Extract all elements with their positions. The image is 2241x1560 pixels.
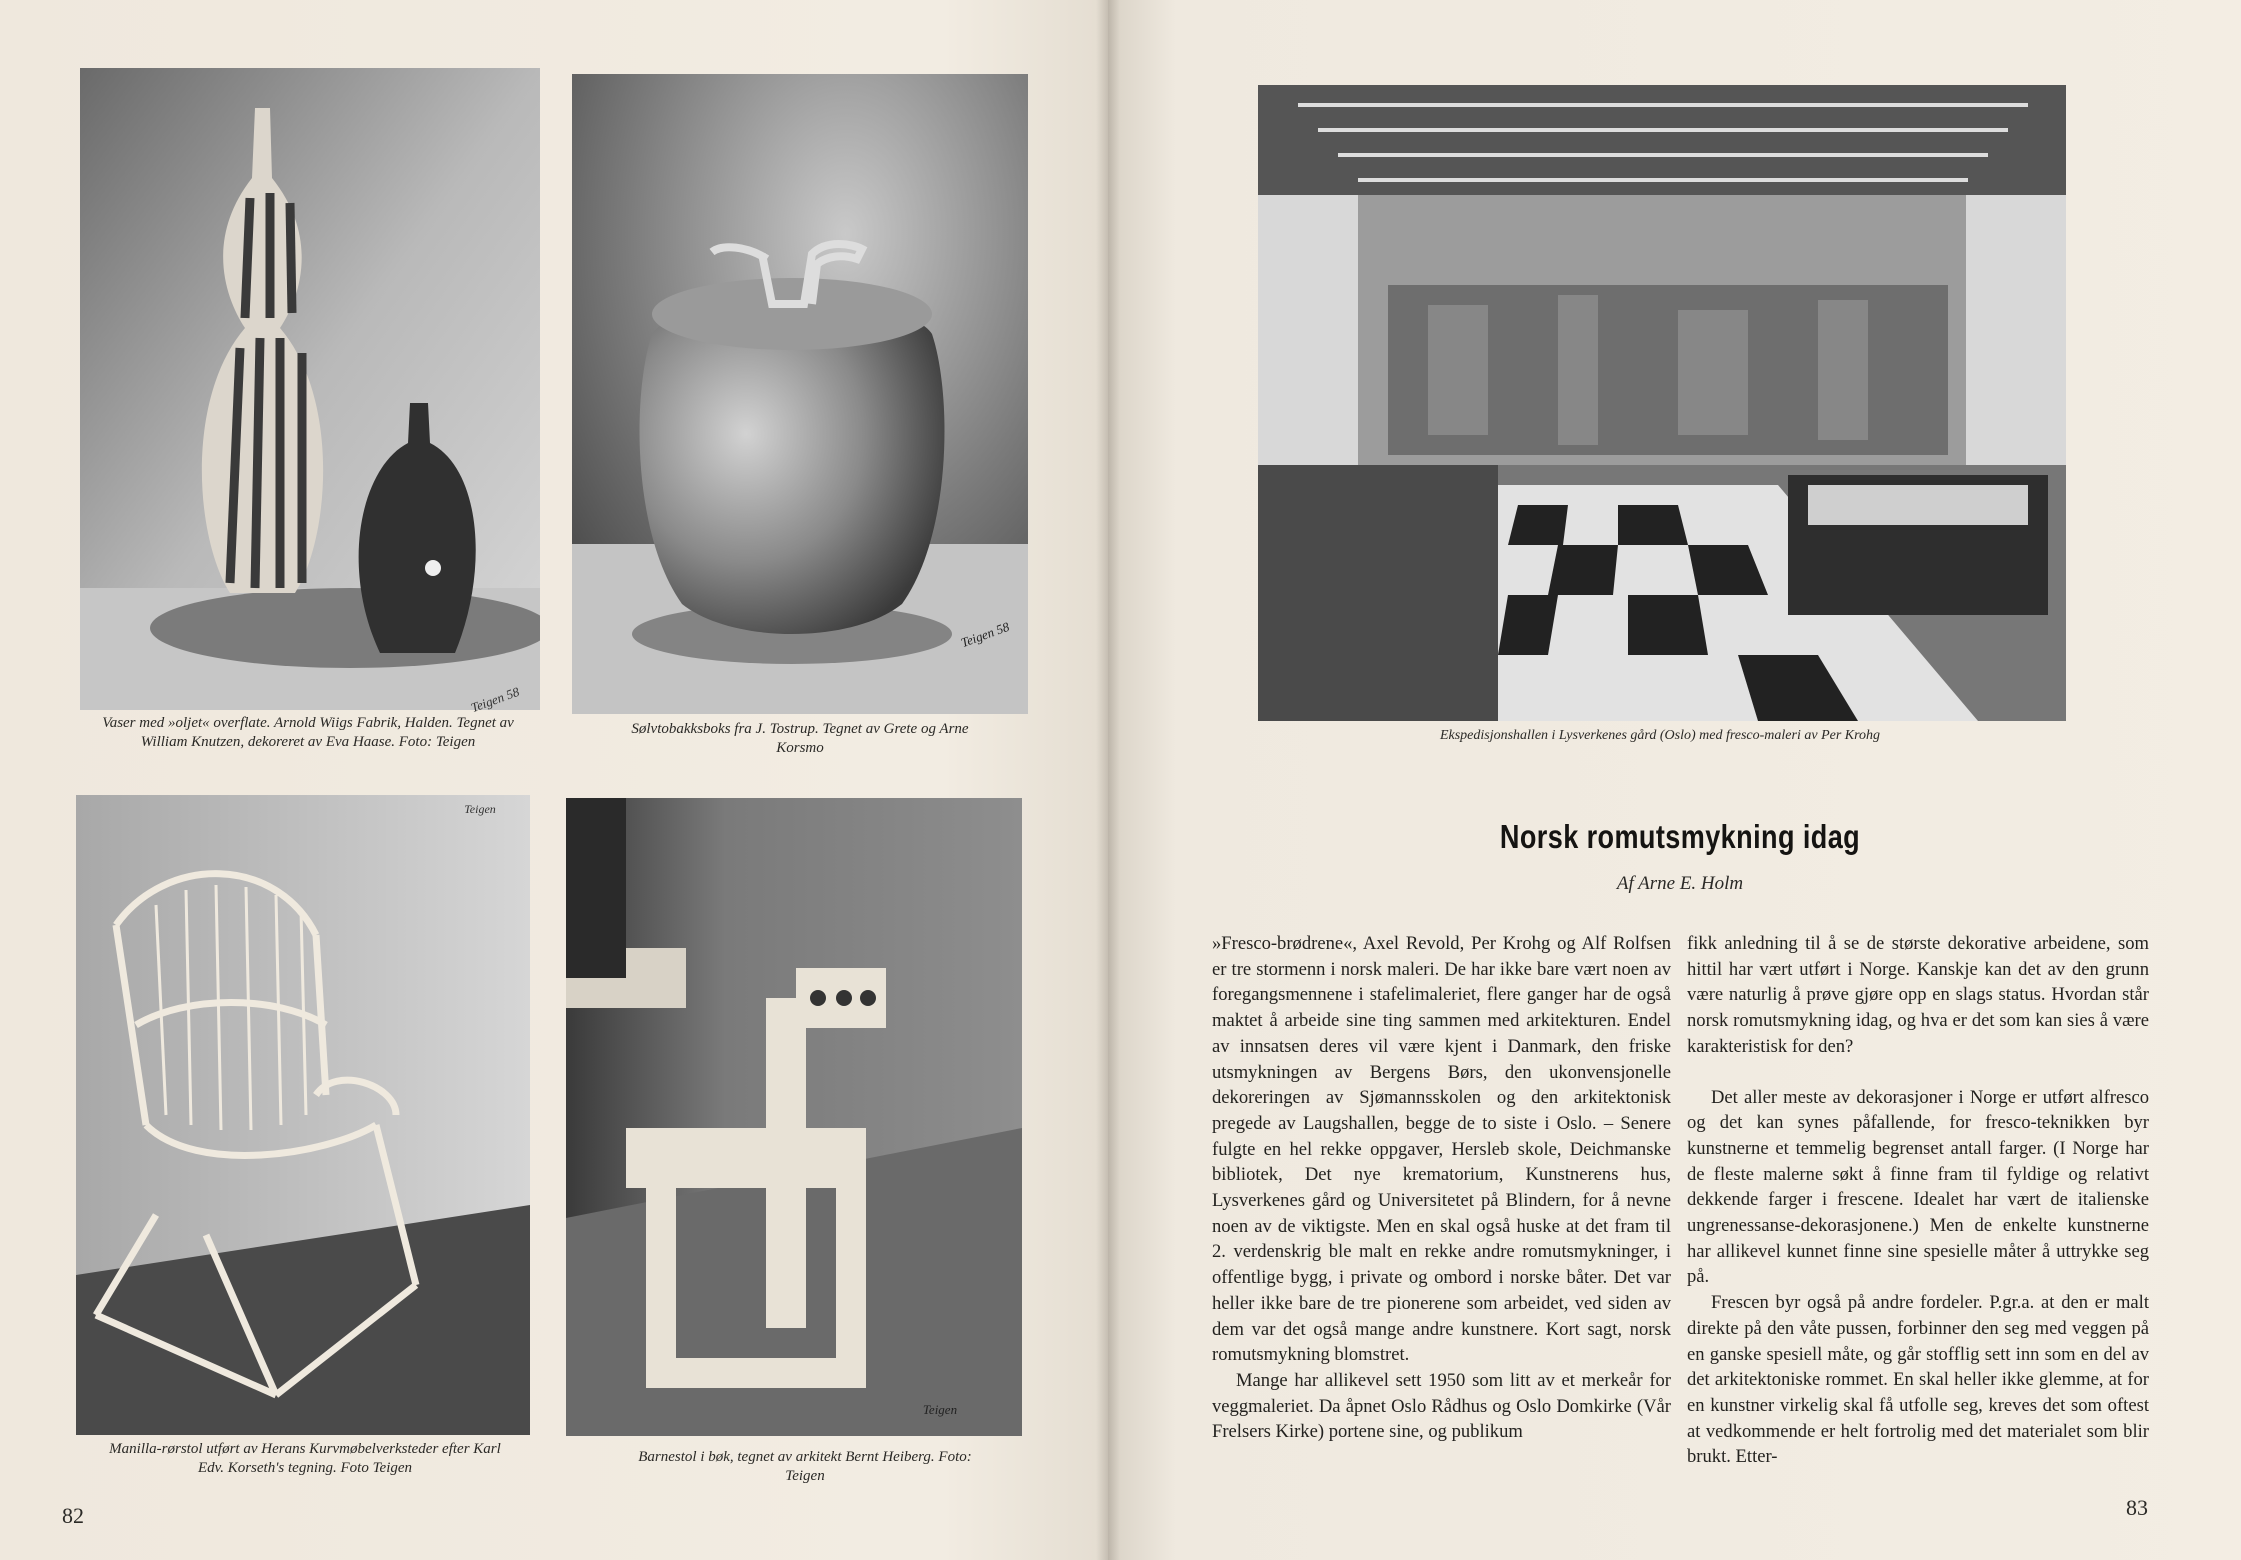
article-byline: Af Arne E. Holm bbox=[1616, 873, 1744, 894]
fresco-hall-caption: Ekspedisjonshallen i Lysverkenes gård (Oslo) med fresco-maleri av Per Krohg bbox=[1439, 728, 1881, 743]
column1-paragraph-1: »Fresco-brødrene«, Axel Revold, Per Krohg og Alf Rolfsen er tre stormenn i norsk maleri. De har ikke bare vært noen av foregangsmennene i stafelimaleriet, flere ganger har de også maktet å arbeide sine ting sammen med arkitekturen. Endel av innsatsen deres vil være kjent i Danmark, den friske utsmykningen av Bergens Børs, den ukonvensjonelle dekoreringen av Sjømannsskolen og den arkitektonisk pregede av Laugshallen, begge de to siste i Oslo. – Senere fulgte en hel rekke oppgaver, Hersleb skole, Deichmanske bibliotek, Det nye krematorium, Kunstnerens hus, Lysverkenes gård og Universitetet på Blindern, for å nevne noen av de viktigste. Men en skal også huske at det fram til 2. verdenskrig ble malt en rekke andre romutsmykninger, i offentlige bygg, i private og ombord i norske båter. Det var heller ikke bare de tre pionerene som arbeidet, ved siden av dem var det også mange andre kunstnere. Kort sagt, norsk romutsmykning blomstret. bbox=[1212, 933, 1671, 1366]
childs-chair-photo bbox=[566, 798, 1022, 1436]
tobacco-box-signature: Teigen 58 bbox=[958, 618, 1012, 651]
childs-chair-caption: Barnestol i bøk, tegnet av arkitekt Bernt Heiberg. Foto: Teigen bbox=[638, 1449, 972, 1484]
childs-chair-signature: Teigen bbox=[922, 1402, 958, 1417]
wicker-chair-signature: Teigen bbox=[464, 802, 496, 816]
column1-paragraph-2: Mange har allikevel sett 1950 som litt av et merkeår for veggmaleriet. Da åpnet Oslo Rådhus og Oslo Domkirke (Vår Frelsers Kirke) portene sine, og publikum bbox=[1212, 1369, 1671, 1443]
tobacco-box-photo bbox=[572, 74, 1028, 714]
wicker-chair-caption: Manilla-rørstol utført av Herans Kurvmøbelverksteder efter Karl Edv. Korseth's tegning. Foto Teigen bbox=[109, 1441, 501, 1476]
tobacco-box-caption: Sølvtobakksboks fra J. Tostrup. Tegnet av Grete og Arne Korsmo bbox=[631, 721, 969, 756]
column2-paragraph-2: Det aller meste av dekorasjoner i Norge er utført alfresco og det kan synes påfallende, for fresco-teknikken byr kunstnerne et temmelig begrenset antall farger. (I Norge har de fleste malerne søkt å finne fram til fyldige og relativt dekkende farger i frescene. Idealet har vært de italienske ungrenessanse-dekorasjonene.) Men de enkelte kunstnerne har allikevel kunnet finne sine spesielle måter å uttrykke seg på. bbox=[1687, 1086, 2149, 1288]
article-title: Norsk romutsmykning idag bbox=[1499, 818, 1861, 855]
article-column-1 bbox=[1212, 931, 1671, 1445]
fresco-hall-photo bbox=[1258, 85, 2066, 721]
book-gutter bbox=[1096, 0, 1120, 1560]
column2-paragraph-1: fikk anledning til å se de største dekorative arbeidene, som hittil har vært utført i Norge. Kanskje kan det av den grunn være naturlig å prøve gjøre opp en slags status. Hvordan står norsk romutsmykning idag, og hva er det som kan sies å være karakteristisk for den? bbox=[1687, 933, 2149, 1057]
vases-photo bbox=[80, 68, 540, 710]
left-page-number: 82 bbox=[62, 1503, 84, 1528]
vases-signature: Teigen 58 bbox=[468, 683, 522, 716]
article-column-2 bbox=[1687, 931, 2149, 1470]
vases-caption: Vaser med »oljet« overflate. Arnold Wiigs Fabrik, Halden. Tegnet av William Knutzen, dekoreret av Eva Haase. Foto: Teigen bbox=[102, 715, 514, 750]
wicker-chair-photo bbox=[76, 795, 530, 1435]
right-page-number: 83 bbox=[2126, 1495, 2148, 1520]
column2-paragraph-3: Frescen byr også på andre fordeler. P.gr.a. at den er malt direkte på den våte pussen, forbinner den seg med veggen på en ganske spesiell måte, og går stofflig sett inn som en del av det arkitektoniske rommet. En skal heller ikke glemme, at for en kunstner virkelig skal få utfolle seg, kreves det som oftest at vedkommende er helt fortrolig med det materialet som blir brukt. Etter- bbox=[1687, 1292, 2149, 1468]
